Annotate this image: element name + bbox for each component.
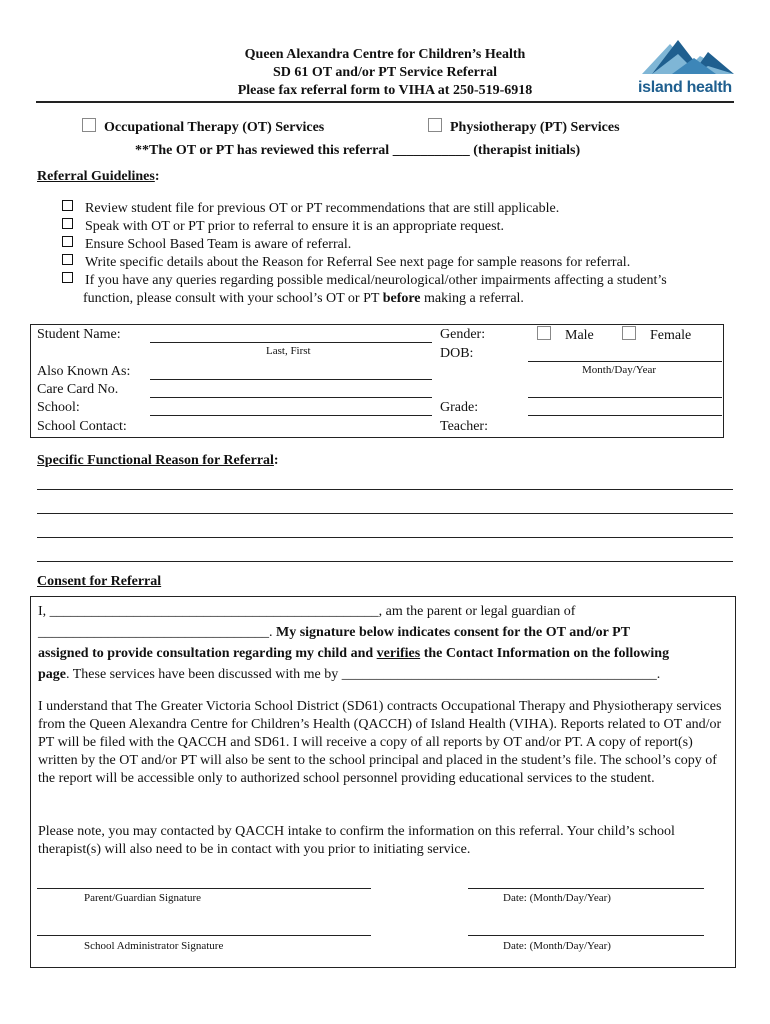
reason-title — [37, 452, 279, 470]
school-field[interactable] — [150, 415, 432, 416]
dob-label: DOB: — [440, 346, 474, 361]
guideline-item-continued — [62, 290, 667, 308]
consent-bold-text: assigned to provide consultation regarding my child and — [38, 646, 377, 661]
consent-bold-text: My signature below indicates consent for the OT and/or PT — [272, 625, 631, 640]
dob-format-hint: Month/Day/Year — [582, 364, 657, 376]
reason-line[interactable] — [37, 489, 733, 490]
guideline-text: making a referral. — [420, 291, 524, 306]
ot-checkbox[interactable] — [82, 118, 96, 132]
consent-bold-text: the Contact Information on the following — [420, 646, 670, 661]
checkbox-icon[interactable] — [62, 236, 73, 247]
guideline-item — [62, 200, 667, 218]
guidelines-title-text: Referral Guidelines — [37, 169, 155, 184]
consent-title: Consent for Referral — [37, 574, 162, 589]
header-line2: SD 61 OT and/or PT Service Referral — [273, 65, 497, 80]
care-card-field[interactable] — [150, 397, 432, 398]
guideline-text: Ensure School Based Team is aware of referral. — [85, 237, 352, 252]
guidelines-colon: : — [154, 169, 160, 184]
male-option[interactable] — [537, 326, 594, 345]
student-name-field[interactable] — [150, 342, 432, 343]
guideline-item — [62, 218, 667, 236]
parent-date-label: Date: (Month/Day/Year) — [503, 892, 611, 904]
extra-field[interactable] — [528, 397, 722, 398]
header-rule — [36, 101, 734, 103]
gender-label: Gender: — [440, 327, 486, 342]
guideline-text: function, please consult with your school’s OT or PT — [83, 291, 383, 306]
consent-line2 — [38, 622, 728, 643]
consent-paragraph-2: I understand that The Greater Victoria School District (SD61) contracts Occupational Therapy and Physiotherapy services from the Queen Alexandra Centre for Children’s Health (QACCH) of Island Health (VIHA). Reports related to OT and/or PT will be filed with the QACCH and SD61. I will receive a copy of all reports by OT and/or PT. A copy of report(s) written by the OT and/or PT will also be sent to the school principal and placed in the student’s file. The school’s copy of the report will be accessible only to authorized school personnel providing educational services to the student. — [38, 699, 722, 786]
admin-signature-label: School Administrator Signature — [84, 940, 224, 952]
ot-label: Occupational Therapy (OT) Services — [104, 120, 325, 135]
checkbox-icon[interactable] — [62, 200, 73, 211]
school-label: School: — [37, 400, 80, 415]
verifies-text: verifies — [376, 646, 421, 661]
admin-date-field[interactable] — [468, 935, 704, 936]
consent-line3 — [38, 643, 728, 664]
student-name-label: Student Name: — [37, 327, 121, 342]
logo-text: island health — [638, 79, 732, 96]
teacher-label: Teacher: — [440, 419, 488, 434]
guidelines-title — [37, 168, 159, 186]
mountain-logo-icon — [638, 36, 738, 76]
page-bold-text: page — [38, 667, 66, 682]
guideline-item — [62, 254, 667, 272]
consent-paragraph-3: Please note, you may contacted by QACCH intake to confirm the information on this referral. Your child’s school therapist(s) will also need to be in contact with you prior to initiating service. — [38, 824, 675, 857]
grade-label: Grade: — [440, 400, 479, 415]
last-first-hint: Last, First — [266, 345, 311, 357]
guideline-item — [62, 272, 667, 290]
parent-date-field[interactable] — [468, 888, 704, 889]
guideline-text: Review student file for previous OT or PT recommendations that are still applicable. — [85, 201, 560, 216]
reason-line[interactable] — [37, 513, 733, 514]
consent-line4 — [38, 664, 728, 685]
consent-text: . These services have been discussed with me by _____________________________________________. — [66, 667, 661, 682]
consent-blank: _________________________________. — [38, 625, 273, 640]
header-line3: Please fax referral form to VIHA at 250-519-6918 — [237, 83, 533, 98]
guideline-text: Write specific details about the Reason for Referral See next page for sample reasons for referral. — [85, 255, 631, 270]
male-label: Male — [565, 328, 594, 343]
male-checkbox[interactable] — [537, 326, 551, 340]
female-checkbox[interactable] — [622, 326, 636, 340]
guideline-text: Speak with OT or PT prior to referral to ensure it is an appropriate request. — [85, 219, 504, 234]
guideline-bold-text: before — [382, 291, 421, 306]
pt-service-option[interactable] — [428, 118, 620, 137]
female-option[interactable] — [622, 326, 691, 345]
ot-service-option[interactable] — [82, 118, 324, 137]
form-header — [190, 46, 580, 100]
checkbox-icon[interactable] — [62, 254, 73, 265]
reason-line[interactable] — [37, 561, 733, 562]
pt-checkbox[interactable] — [428, 118, 442, 132]
guidelines-list — [62, 200, 667, 308]
checkbox-icon[interactable] — [62, 272, 73, 283]
female-label: Female — [650, 328, 692, 343]
guideline-text: If you have any queries regarding possible medical/neurological/other impairments affecting a student’s — [85, 273, 667, 288]
care-card-label: Care Card No. — [37, 382, 119, 397]
dob-field[interactable] — [528, 361, 722, 362]
pt-label: Physiotherapy (PT) Services — [450, 120, 620, 135]
therapist-review-line: **The OT or PT has reviewed this referral ___________ (therapist initials) — [135, 143, 581, 158]
grade-field[interactable] — [528, 415, 722, 416]
aka-label: Also Known As: — [37, 364, 131, 379]
aka-field[interactable] — [150, 379, 432, 380]
consent-line1: I, _______________________________________________, am the parent or legal guardian of — [38, 604, 576, 619]
reason-title-text: Specific Functional Reason for Referral — [37, 453, 274, 468]
checkbox-icon[interactable] — [62, 218, 73, 229]
consent-statement — [38, 601, 728, 685]
header-line1: Queen Alexandra Centre for Children’s Health — [244, 47, 526, 62]
reason-colon: : — [273, 453, 279, 468]
island-health-logo — [638, 36, 738, 100]
school-contact-label: School Contact: — [37, 419, 127, 434]
guideline-item — [62, 236, 667, 254]
reason-line[interactable] — [37, 537, 733, 538]
parent-signature-field[interactable] — [37, 888, 371, 889]
admin-signature-field[interactable] — [37, 935, 371, 936]
admin-date-label: Date: (Month/Day/Year) — [503, 940, 611, 952]
parent-signature-label: Parent/Guardian Signature — [84, 892, 201, 904]
